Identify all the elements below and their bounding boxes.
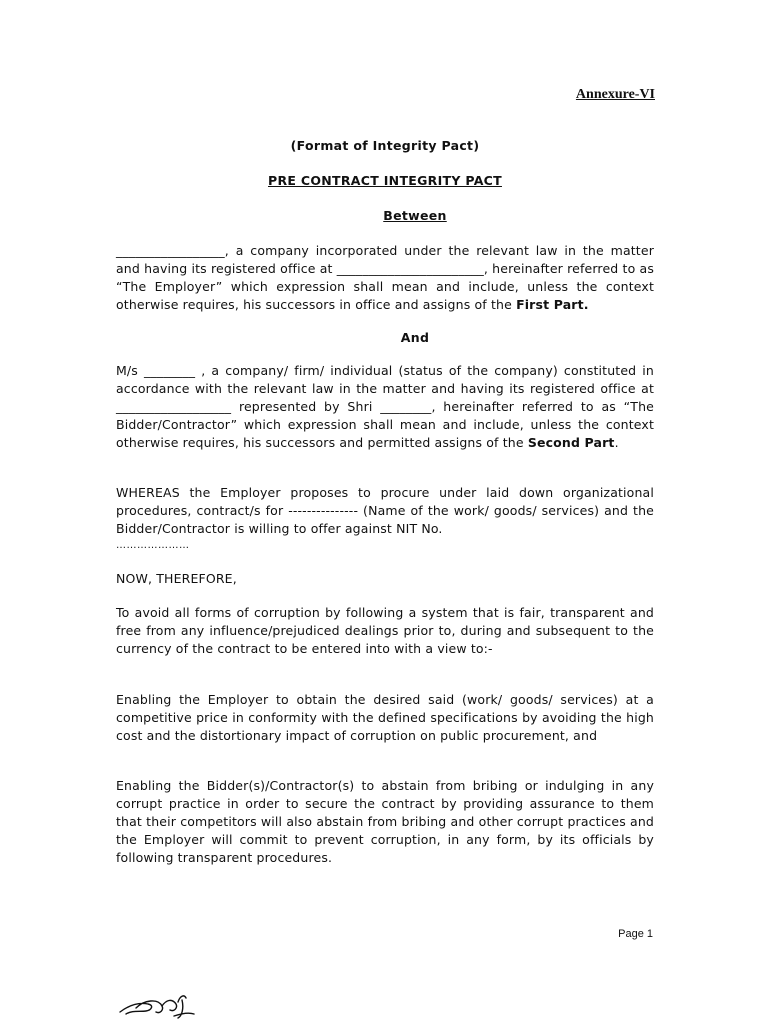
nit-number-blank: …………………	[116, 540, 190, 551]
first-part-label: First Part.	[516, 297, 589, 312]
handwritten-signature	[118, 988, 198, 1020]
employer-objective-paragraph: Enabling the Employer to obtain the desired said (work/ goods/ services) at a competitive price in conformity with the defined specifications by avoiding the high cost and the distortionary impact of corruption on public procurement, and	[116, 692, 654, 743]
annexure-label: Annexure-VI	[575, 87, 655, 102]
page-number: Page 1	[618, 928, 653, 940]
first-party-paragraph	[116, 242, 654, 314]
whereas-paragraph: WHEREAS the Employer proposes to procure under laid down organizational procedures, contract/s for --------------- (Name of the work/ goods/ services) and the Bidder/Contractor is willing to offer against NIT No.	[116, 485, 654, 536]
bidder-objective-paragraph: Enabling the Bidder(s)/Contractor(s) to abstain from bribing or indulging in any corrupt practice in order to secure the contract by providing assurance to them that their competitors will also abstain from bribing and other corrupt practices and the Employer will commit to prevent corruption, in any form, by its officials by following transparent procedures.	[116, 778, 654, 865]
second-party-paragraph	[116, 362, 654, 452]
second-party-period: .	[614, 435, 619, 450]
second-party-text: M/s ________ , a company/ firm/ individual (status of the company) constituted in accordance with the relevant law in the matter and having its registered office at __________________ represented by Shri ________, hereinafter referred to as “The Bidder/Contractor” which expression shall mean and include, unless the context otherwise requires, his successors and permitted assigns of the	[116, 363, 654, 450]
format-title: (Format of Integrity Pact)	[290, 138, 480, 153]
between-heading: Between	[383, 208, 447, 223]
document-title: PRE CONTRACT INTEGRITY PACT	[268, 173, 502, 188]
now-therefore-paragraph: NOW, THEREFORE,	[116, 571, 237, 586]
purpose-paragraph: To avoid all forms of corruption by following a system that is fair, transparent and free from any influence/prejudiced dealings prior to, during and subsequent to the currency of the contract to be entered into with a view to:-	[116, 605, 654, 656]
first-party-text: _________________, a company incorporated under the relevant law in the matter and having its registered office at _______________________, hereinafter referred to as “The Employer” which expression shall mean and include, unless the context otherwise requires, his successors in office and assigns of the	[116, 243, 654, 312]
and-heading: And	[400, 330, 430, 345]
second-part-label: Second Part	[527, 435, 615, 450]
